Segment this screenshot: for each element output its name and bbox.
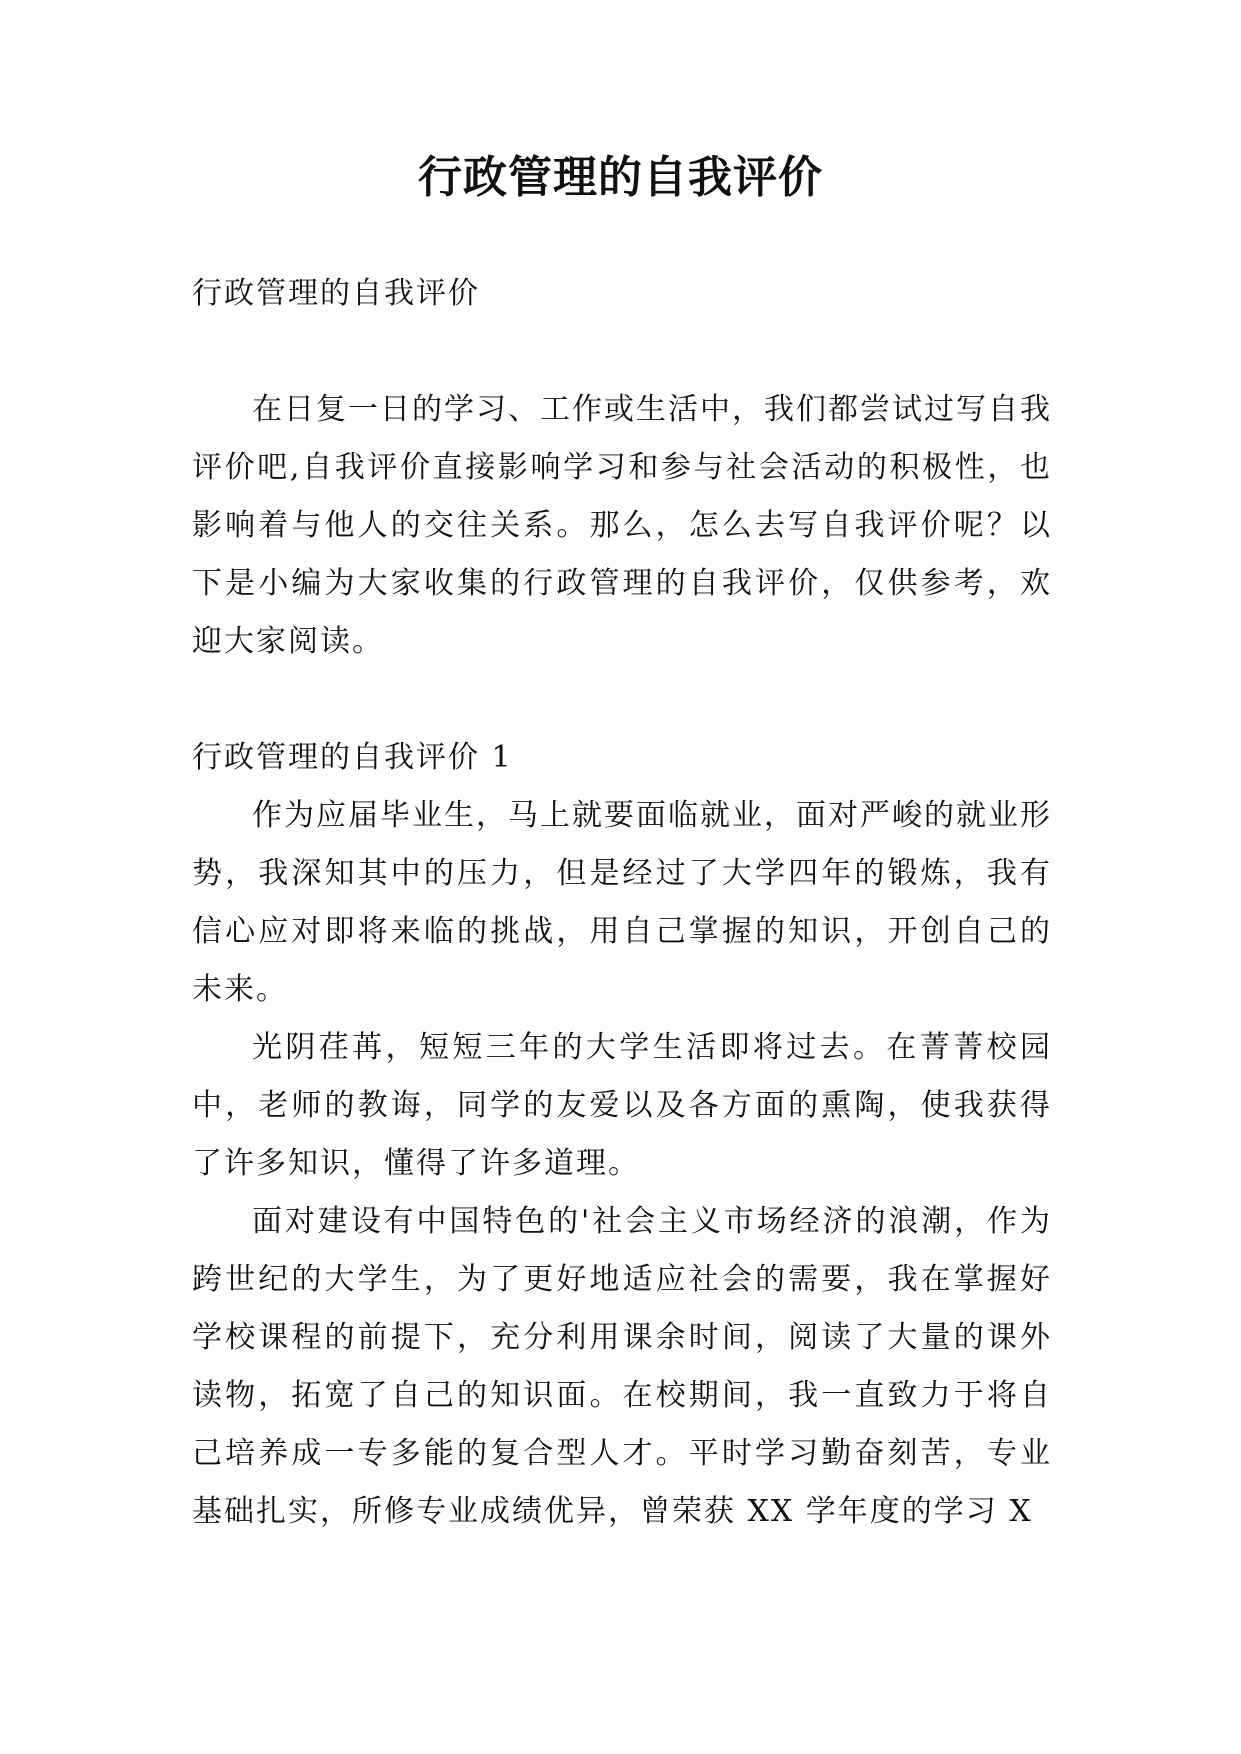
body-paragraph-3: 面对建设有中国特色的'社会主义市场经济的浪潮，作为跨世纪的大学生，为了更好地适应社会的需要，我在掌握好学校课程的前提下，充分利用课余时间，阅读了大量的课外读物，拓宽了自己的知识面。在校期间，我一直致力于将自己培养成一专多能的复合型人才。平时学习勤奋刻苦，专业基础扎实，所修专业成绩优异，曾荣获 XX 学年度的学习 X — [192, 1204, 1052, 1529]
intro-paragraph: 在日复一日的学习、工作或生活中，我们都尝试过写自我评价吧,自我评价直接影响学习和参与社会活动的积极性，也影响着与他人的交往关系。那么，怎么去写自我评价呢？以下是小编为大家收集的行政管理的自我评价，仅供参考，欢迎大家阅读。 — [192, 392, 1052, 659]
body-paragraph-2: 光阴荏苒，短短三年的大学生活即将过去。在菁菁校园中，老师的教诲，同学的友爱以及各方面的熏陶，使我获得了许多知识，懂得了许多道理。 — [192, 1030, 1052, 1181]
document-subtitle: 行政管理的自我评价 — [192, 276, 480, 311]
section-heading: 行政管理的自我评价 1 — [192, 740, 513, 775]
document-body — [192, 265, 1052, 1541]
body-paragraph-1: 作为应届毕业生，马上就要面临就业，面对严峻的就业形势，我深知其中的压力，但是经过了大学四年的锻炼，我有信心应对即将来临的挑战，用自己掌握的知识，开创自己的未来。 — [192, 798, 1052, 1007]
document-title: 行政管理的自我评价 — [418, 152, 823, 203]
